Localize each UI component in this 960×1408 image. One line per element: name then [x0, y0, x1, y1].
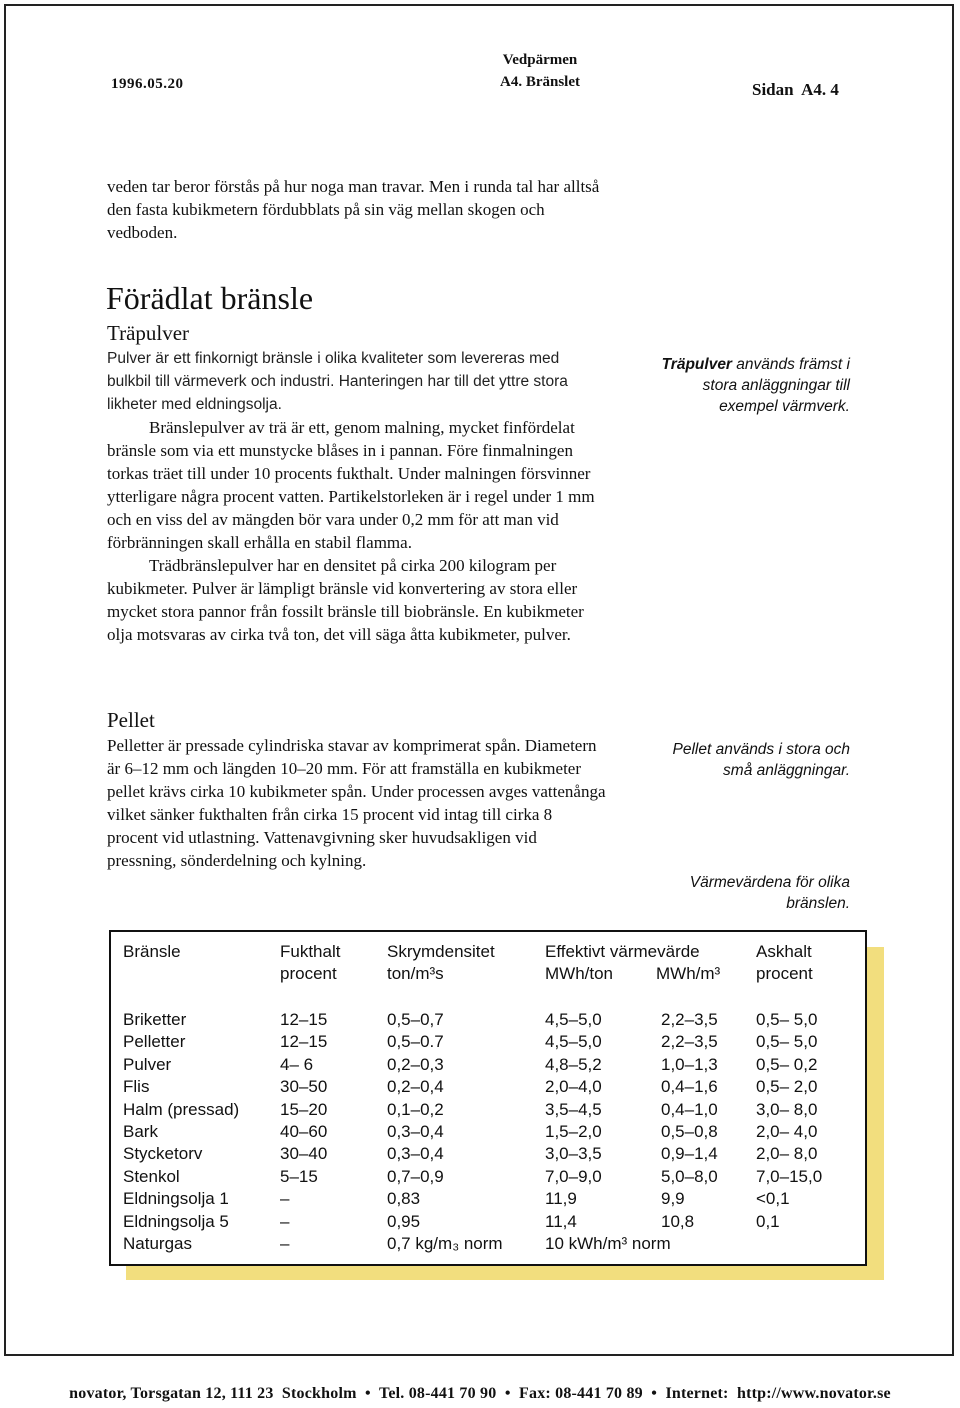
table-cell: 9,9	[661, 1189, 685, 1209]
table-cell: 7,0–15,0	[756, 1166, 823, 1186]
trapulver-body	[107, 347, 607, 646]
table-row-label: Pulver	[123, 1054, 172, 1074]
table-row-label: Flis	[123, 1077, 150, 1097]
table-cell: 0,3–0,4	[387, 1144, 444, 1164]
table-cell: 0,5– 2,0	[756, 1077, 818, 1097]
table-cell: 1,5–2,0	[545, 1122, 602, 1141]
table-cell: 0,4–1,0	[661, 1099, 718, 1119]
table-cell: –	[280, 1234, 290, 1253]
table-cell: 0,1–0,2	[387, 1099, 444, 1119]
table-row-label: Halm (pressad)	[123, 1099, 240, 1119]
table-cell: 0,5– 0,2	[756, 1054, 818, 1074]
table-cell: 10,8	[661, 1211, 695, 1231]
table-cell: 11,9	[545, 1189, 577, 1209]
table-header-unit: ton/m³s	[387, 964, 444, 983]
table-cell: 4,5–5,0	[545, 1010, 602, 1029]
table-header: Askhalt	[756, 942, 812, 961]
trapulver-paragraph-3: Trädbränslepulver har en densitet på cirka 200 kilogram per kubikmeter. Pulver är lämpligt bränsle vid konvertering av stora eller mycket stora pannor från fossilt bränsle till biobränsle. En kubikmeter olja motsvaras av cirka två ton, det vill säga åtta kubikmeter, pulver.	[107, 556, 584, 644]
pellet-paragraph: Pelletter är pressade cylindriska stavar av komprimerat spån. Diametern är 6–12 mm och längden 10–20 mm. För att framställa en kubikmeter pellet krävs cirka 10 kubikmeter spån. Under processen avges vattenånga vilket sänker fukthalten från cirka 15 procent vid intag till cirka 8 procent vid utlastning. Vattenavgivning sker huvudsakligen vid pressning, sönderdelning och kylning.	[107, 736, 606, 870]
table-row-label: Stenkol	[123, 1166, 180, 1186]
table-cell: 4– 6	[280, 1054, 314, 1074]
table-cell: 3,0– 8,0	[756, 1099, 818, 1119]
table-cell: 30–50	[280, 1077, 328, 1097]
table-cell: 15–20	[280, 1099, 328, 1119]
trapulver-sidenote-text: används främst i stora anläggningar till exempel värmverk.	[702, 356, 850, 415]
trapulver-paragraph-2: Bränslepulver av trä är ett, genom malning, mycket finfördelat bränsle som via ett munstycke blåses in i pannan. Före finmalningen torkas träet till under 10 procents fukthalt. Under malningen försvinner ytterligare några procent vatten. Partikelstorleken är i regel under 1 mm och en viss del av mängden bör vara under 0,2 mm för att man vid förbränningen skall erhålla en stabil flamma.	[107, 418, 595, 552]
table-cell: <0,1	[756, 1189, 790, 1209]
table-header: Bränsle	[123, 942, 181, 961]
table-row-label: Briketter	[123, 1010, 187, 1029]
trapulver-sidenote-bold: Träpulver	[661, 356, 732, 373]
table-cell: –	[280, 1211, 290, 1231]
pellet-body	[107, 734, 607, 872]
section-heading: Förädlat bränsle	[106, 280, 314, 316]
table-cell: 0,4–1,6	[661, 1077, 718, 1097]
table-cell: 40–60	[280, 1122, 328, 1141]
pellet-sidenote: Pellet används i stora och små anläggningar.	[672, 741, 850, 779]
table-cell: 0,95	[387, 1211, 421, 1231]
pellet-heading: Pellet	[107, 708, 155, 732]
table-cell: 5–15	[280, 1166, 318, 1186]
table-header-unit: procent	[280, 964, 337, 983]
header-section: A4. Bränslet	[500, 74, 580, 90]
table-cell: 30–40	[280, 1144, 328, 1164]
fuel-table	[109, 930, 867, 1266]
header-date: 1996.05.20	[111, 76, 184, 92]
table-cell: 0,2–0,4	[387, 1077, 444, 1097]
table-row-label: Eldningsolja 1	[123, 1189, 229, 1209]
table-cell: 2,2–3,5	[661, 1010, 718, 1029]
table-cell: 1,0–1,3	[661, 1054, 718, 1074]
table-header: Skrymdensitet	[387, 942, 495, 961]
table-cell: 11,4	[545, 1211, 577, 1231]
intro-text: veden tar beror förstås på hur noga man travar. Men i runda tal har alltså den fasta kubikmetern fördubblats på sin väg mellan skogen och vedboden.	[107, 177, 600, 242]
table-cell: 3,5–4,5	[545, 1099, 602, 1119]
table-cell: 0,9–1,4	[661, 1144, 718, 1164]
table-cell: 0,5–0,8	[661, 1122, 718, 1141]
table-cell: 0,2–0,3	[387, 1054, 444, 1074]
table-cell: 4,5–5,0	[545, 1032, 602, 1052]
table-cell: 0,5– 5,0	[756, 1010, 818, 1029]
table-cell: 0,5–0.7	[387, 1032, 444, 1052]
table-cell: 7,0–9,0	[545, 1166, 602, 1186]
table-header-unit: MWh/ton	[545, 964, 614, 983]
table-cell: 12–15	[280, 1010, 328, 1029]
table-header: Effektivt värmevärde	[545, 942, 700, 961]
footer-contact: novator, Torsgatan 12, 111 23 Stockholm • Tel. 08-441 70 90 • Fax: 08-441 70 89 • Internet: http://www.novator.se	[69, 1385, 891, 1402]
table-cell: 4,8–5,2	[545, 1054, 602, 1074]
table-row-label: Stycketorv	[123, 1144, 203, 1164]
table-row-label: Pelletter	[123, 1032, 186, 1052]
table-row-label: Naturgas	[123, 1234, 192, 1253]
table-cell: 0,7–0,9	[387, 1166, 444, 1186]
table-cell: 5,0–8,0	[661, 1166, 718, 1186]
table-header: Fukthalt	[280, 942, 341, 961]
table-cell: 0,1	[756, 1211, 780, 1231]
trapulver-paragraph-1: Pulver är ett finkornigt bränsle i olika kvaliteter som levereras med bulkbil till värmeverk och industri. Hanteringen har till det yttre stora likheter med eldningsolja.	[107, 350, 568, 413]
intro-paragraph	[107, 175, 607, 244]
table-cell: 2,0– 4,0	[756, 1122, 818, 1141]
table-cell: 2,2–3,5	[661, 1032, 718, 1052]
header-title-block	[480, 49, 600, 93]
trapulver-sidenote	[650, 354, 850, 417]
table-cell: 0,5– 5,0	[756, 1032, 818, 1052]
trapulver-heading: Träpulver	[107, 321, 190, 345]
header-title: Vedpärmen	[502, 52, 578, 68]
table-row-label: Bark	[123, 1122, 158, 1141]
header-page: Sidan A4. 4	[752, 80, 839, 99]
table-row-label: Eldningsolja 5	[123, 1211, 229, 1231]
table-cell: –	[280, 1189, 290, 1209]
table-caption: Värmevärdena för olika bränslen.	[689, 874, 850, 912]
table-header-unit: MWh/m³	[656, 964, 721, 983]
table-cell: 3,0–3,5	[545, 1144, 602, 1164]
table-cell: 2,0– 8,0	[756, 1144, 818, 1164]
table-cell: 10 kWh/m³ norm	[545, 1234, 671, 1253]
table-header-unit: procent	[756, 964, 813, 983]
table-cell: 2,0–4,0	[545, 1077, 602, 1097]
table-cell: 0,3–0,4	[387, 1122, 444, 1141]
table-cell: 0,7 kg/m₃ norm	[387, 1234, 503, 1253]
table-cell: 12–15	[280, 1032, 328, 1052]
table-cell: 0,5–0,7	[387, 1010, 444, 1029]
table-cell: 0,83	[387, 1189, 421, 1209]
